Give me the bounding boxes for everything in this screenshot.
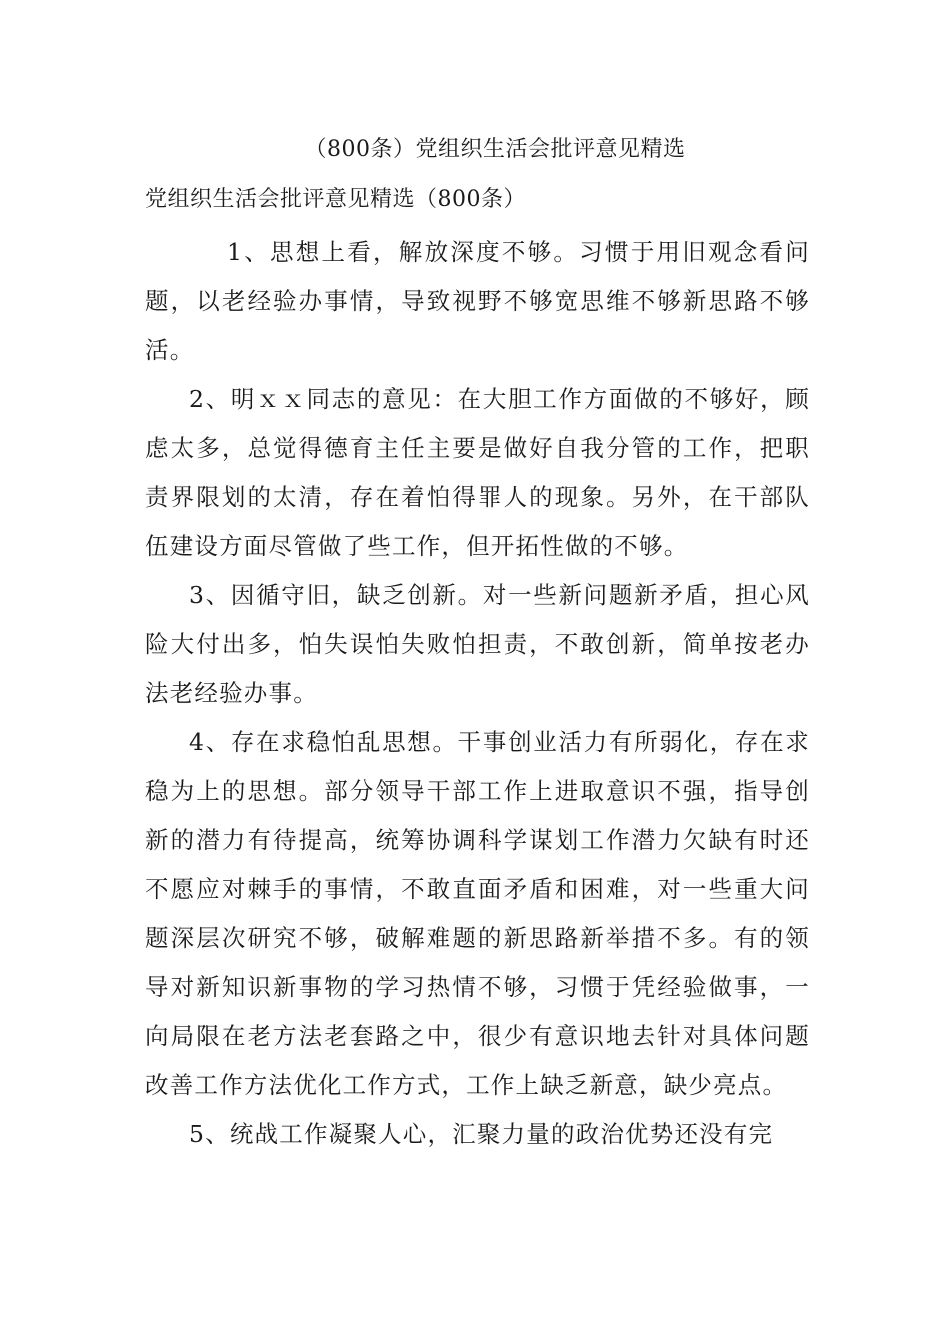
paragraph-1: 1、思想上看，解放深度不够。习惯于用旧观念看问题，以老经验办事情，导致视野不够宽思维不够新思路不够活。 [145, 238, 810, 364]
paragraph-4: 4、存在求稳怕乱思想。干事创业活力有所弱化，存在求稳为上的思想。部分领导干部工作上进取意识不强，指导创新的潜力有待提高，统筹协调科学谋划工作潜力欠缺有时还不愿应对棘手的事情，不敢直面矛盾和困难，对一些重大问题深层次研究不够，破解难题的新思路新举措不多。有的领导对新知识新事物的学习热情不够，习惯于凭经验做事，一向局限在老方法老套路之中，很少有意识地去针对具体问题改善工作方法优化工作方式，工作上缺乏新意，缺少亮点。 [145, 728, 810, 1099]
document-body [145, 228, 810, 1159]
paragraph-3: 3、因循守旧，缺乏创新。对一些新问题新矛盾，担心风险大付出多，怕失误怕失败怕担责，不敢创新，简单按老办法老经验办事。 [145, 581, 810, 707]
paragraph-2: 2、明ｘｘ同志的意见：在大胆工作方面做的不够好，顾虑太多，总觉得德育主任主要是做好自我分管的工作，把职责界限划的太清，存在着怕得罪人的现象。另外，在干部队伍建设方面尽管做了些工作，但开拓性做的不够。 [145, 385, 810, 560]
document-title: （800条）党组织生活会批评意见精选 [304, 137, 686, 162]
paragraph-5: 5、统战工作凝聚人心，汇聚力量的政治优势还没有完 [189, 1120, 774, 1148]
document-subtitle: 党组织生活会批评意见精选（800条） [145, 187, 526, 212]
